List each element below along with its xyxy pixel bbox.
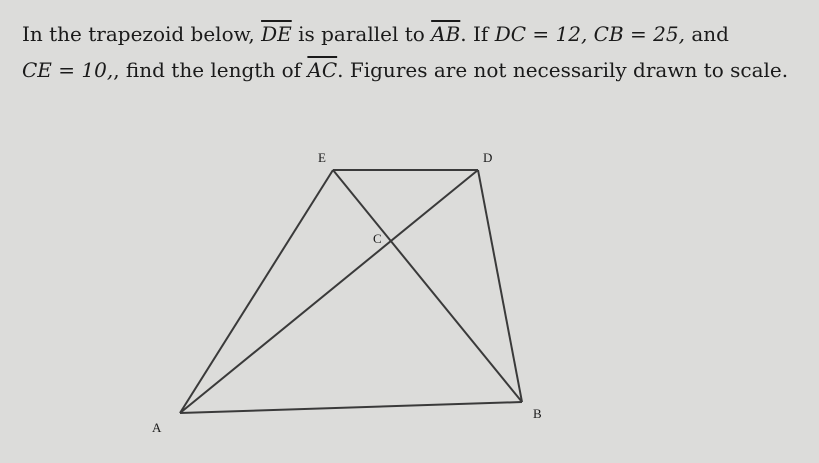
given-dc-cb: DC = 12, CB = 25,	[494, 22, 685, 46]
segment-ab: $\overline{AB}$	[431, 22, 461, 46]
given-ce: CE = 10,	[22, 58, 114, 82]
label-b: B	[533, 406, 542, 421]
period-text: .	[460, 22, 467, 46]
label-d: D	[483, 150, 493, 165]
label-a: A	[152, 420, 162, 435]
side-ba	[180, 402, 522, 413]
side-ae	[180, 170, 333, 413]
and-text: and	[691, 22, 729, 46]
label-e: E	[318, 150, 326, 165]
side-db	[478, 170, 522, 402]
parallel-text: is parallel to	[298, 22, 425, 46]
segment-de: $\overline{DE}$	[261, 22, 292, 46]
if-text: If	[473, 22, 489, 46]
intro-text: In the trapezoid below,	[22, 22, 255, 46]
label-c: C	[373, 231, 382, 246]
diagonal-eb	[333, 170, 522, 402]
find-text: , find the length of	[113, 58, 302, 82]
diagonal-ad	[180, 170, 478, 413]
closing-text: . Figures are not necessarily drawn to scale.	[337, 58, 789, 82]
segment-ac: $\overline{AC}$	[307, 58, 338, 82]
